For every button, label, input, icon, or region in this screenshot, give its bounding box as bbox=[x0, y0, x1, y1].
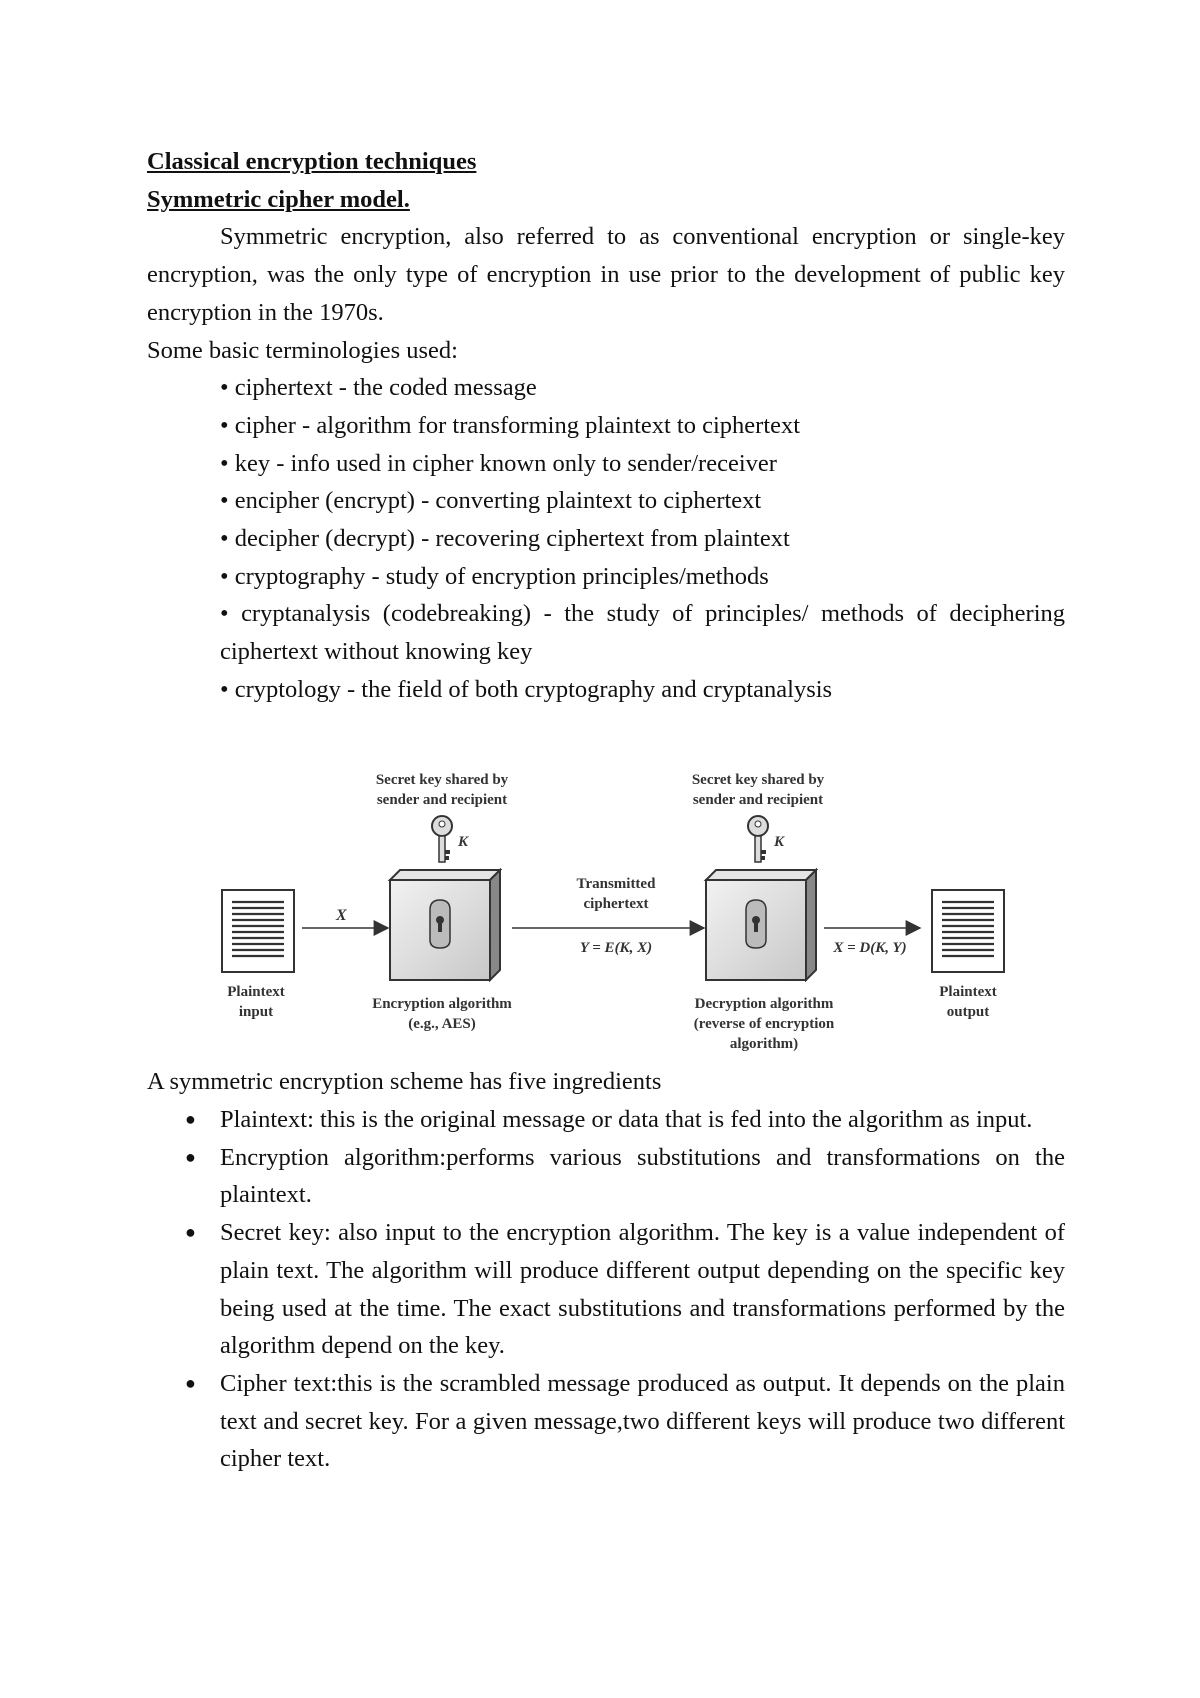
key-symbol-2: K bbox=[774, 834, 785, 850]
plaintext-input-label: input bbox=[238, 1004, 274, 1020]
list-item: ● Plaintext: this is the original message or data that is fed into the algorithm as input. bbox=[185, 1106, 1033, 1133]
term-item: • cryptography - study of encryption principles/methods bbox=[220, 562, 769, 590]
term-item: • cryptanalysis (codebreaking) - the study of principles/ methods of deciphering ciphertext without knowing key bbox=[220, 600, 1066, 666]
key-icon bbox=[432, 816, 452, 862]
transmitted-label: ciphertext bbox=[583, 896, 649, 912]
key-label-1: sender and recipient bbox=[376, 792, 508, 808]
list-item: ● Encryption algorithm:performs various substitutions and transformations on the plaintext. bbox=[185, 1143, 1065, 1209]
encrypt-formula: Y = E(K, X) bbox=[579, 940, 653, 956]
plaintext-output-label: output bbox=[946, 1004, 990, 1020]
decrypt-formula: X = D(K, Y) bbox=[833, 940, 907, 956]
main-text bbox=[147, 143, 1065, 709]
section-title: Classical encryption techniques bbox=[147, 148, 477, 175]
key-label-2: sender and recipient bbox=[692, 792, 824, 808]
transmitted-label: Transmitted bbox=[576, 876, 656, 892]
term-item: • cryptology - the field of both cryptography and cryptanalysis bbox=[220, 675, 833, 703]
key-symbol-1: K bbox=[458, 834, 469, 850]
symmetric-cipher-diagram bbox=[210, 762, 1030, 1062]
decryption-algorithm-box bbox=[706, 870, 816, 980]
term-item: • encipher (encrypt) - converting plaintext to ciphertext bbox=[220, 487, 762, 515]
term-item: • cipher - algorithm for transforming plaintext to ciphertext bbox=[220, 411, 801, 439]
decryption-algorithm-label: algorithm) bbox=[729, 1036, 799, 1052]
plaintext-input-document bbox=[222, 890, 294, 972]
term-item: • ciphertext - the coded message bbox=[220, 374, 537, 402]
plaintext-input-label: Plaintext bbox=[227, 984, 285, 1000]
input-symbol: X bbox=[336, 907, 347, 924]
encryption-algorithm-label: (e.g., AES) bbox=[408, 1016, 476, 1032]
decryption-algorithm-label: (reverse of encryption bbox=[693, 1016, 835, 1032]
ingredients-title: A symmetric encryption scheme has five ingredients bbox=[147, 1068, 662, 1095]
terms-intro: Some basic terminologies used: bbox=[147, 336, 458, 364]
encryption-algorithm-box bbox=[390, 870, 500, 980]
key-label-2: Secret key shared by bbox=[691, 772, 825, 788]
intro-paragraph: Symmetric encryption, also referred to as conventional encryption or single-key encryption, was the only type of encryption in use prior to the development of public key encryption in the 1970s. bbox=[147, 223, 1065, 326]
list-item: ● Cipher text:this is the scrambled message produced as output. It depends on the plain text and secret key. For a given message,two different keys will produce two different cipher text. bbox=[185, 1369, 1065, 1473]
list-item: ● Secret key: also input to the encryption algorithm. The key is a value independent of plain text. The algorithm will produce different output depending on the specific key being used at the time. The exact substitutions and transformations performed by the algorithm depend on the key. bbox=[185, 1219, 1065, 1360]
key-icon bbox=[748, 816, 768, 862]
term-item: • decipher (decrypt) - recovering ciphertext from plaintext bbox=[220, 525, 790, 553]
key-label-1: Secret key shared by bbox=[375, 772, 509, 788]
section-subtitle: Symmetric cipher model. bbox=[147, 185, 410, 213]
decryption-algorithm-label: Decryption algorithm bbox=[694, 996, 834, 1012]
encryption-algorithm-label: Encryption algorithm bbox=[372, 996, 512, 1012]
plaintext-output-document bbox=[932, 890, 1004, 972]
ingredients-list bbox=[147, 1101, 1065, 1478]
term-item: • key - info used in cipher known only to sender/receiver bbox=[220, 449, 777, 477]
plaintext-output-label: Plaintext bbox=[939, 984, 997, 1000]
